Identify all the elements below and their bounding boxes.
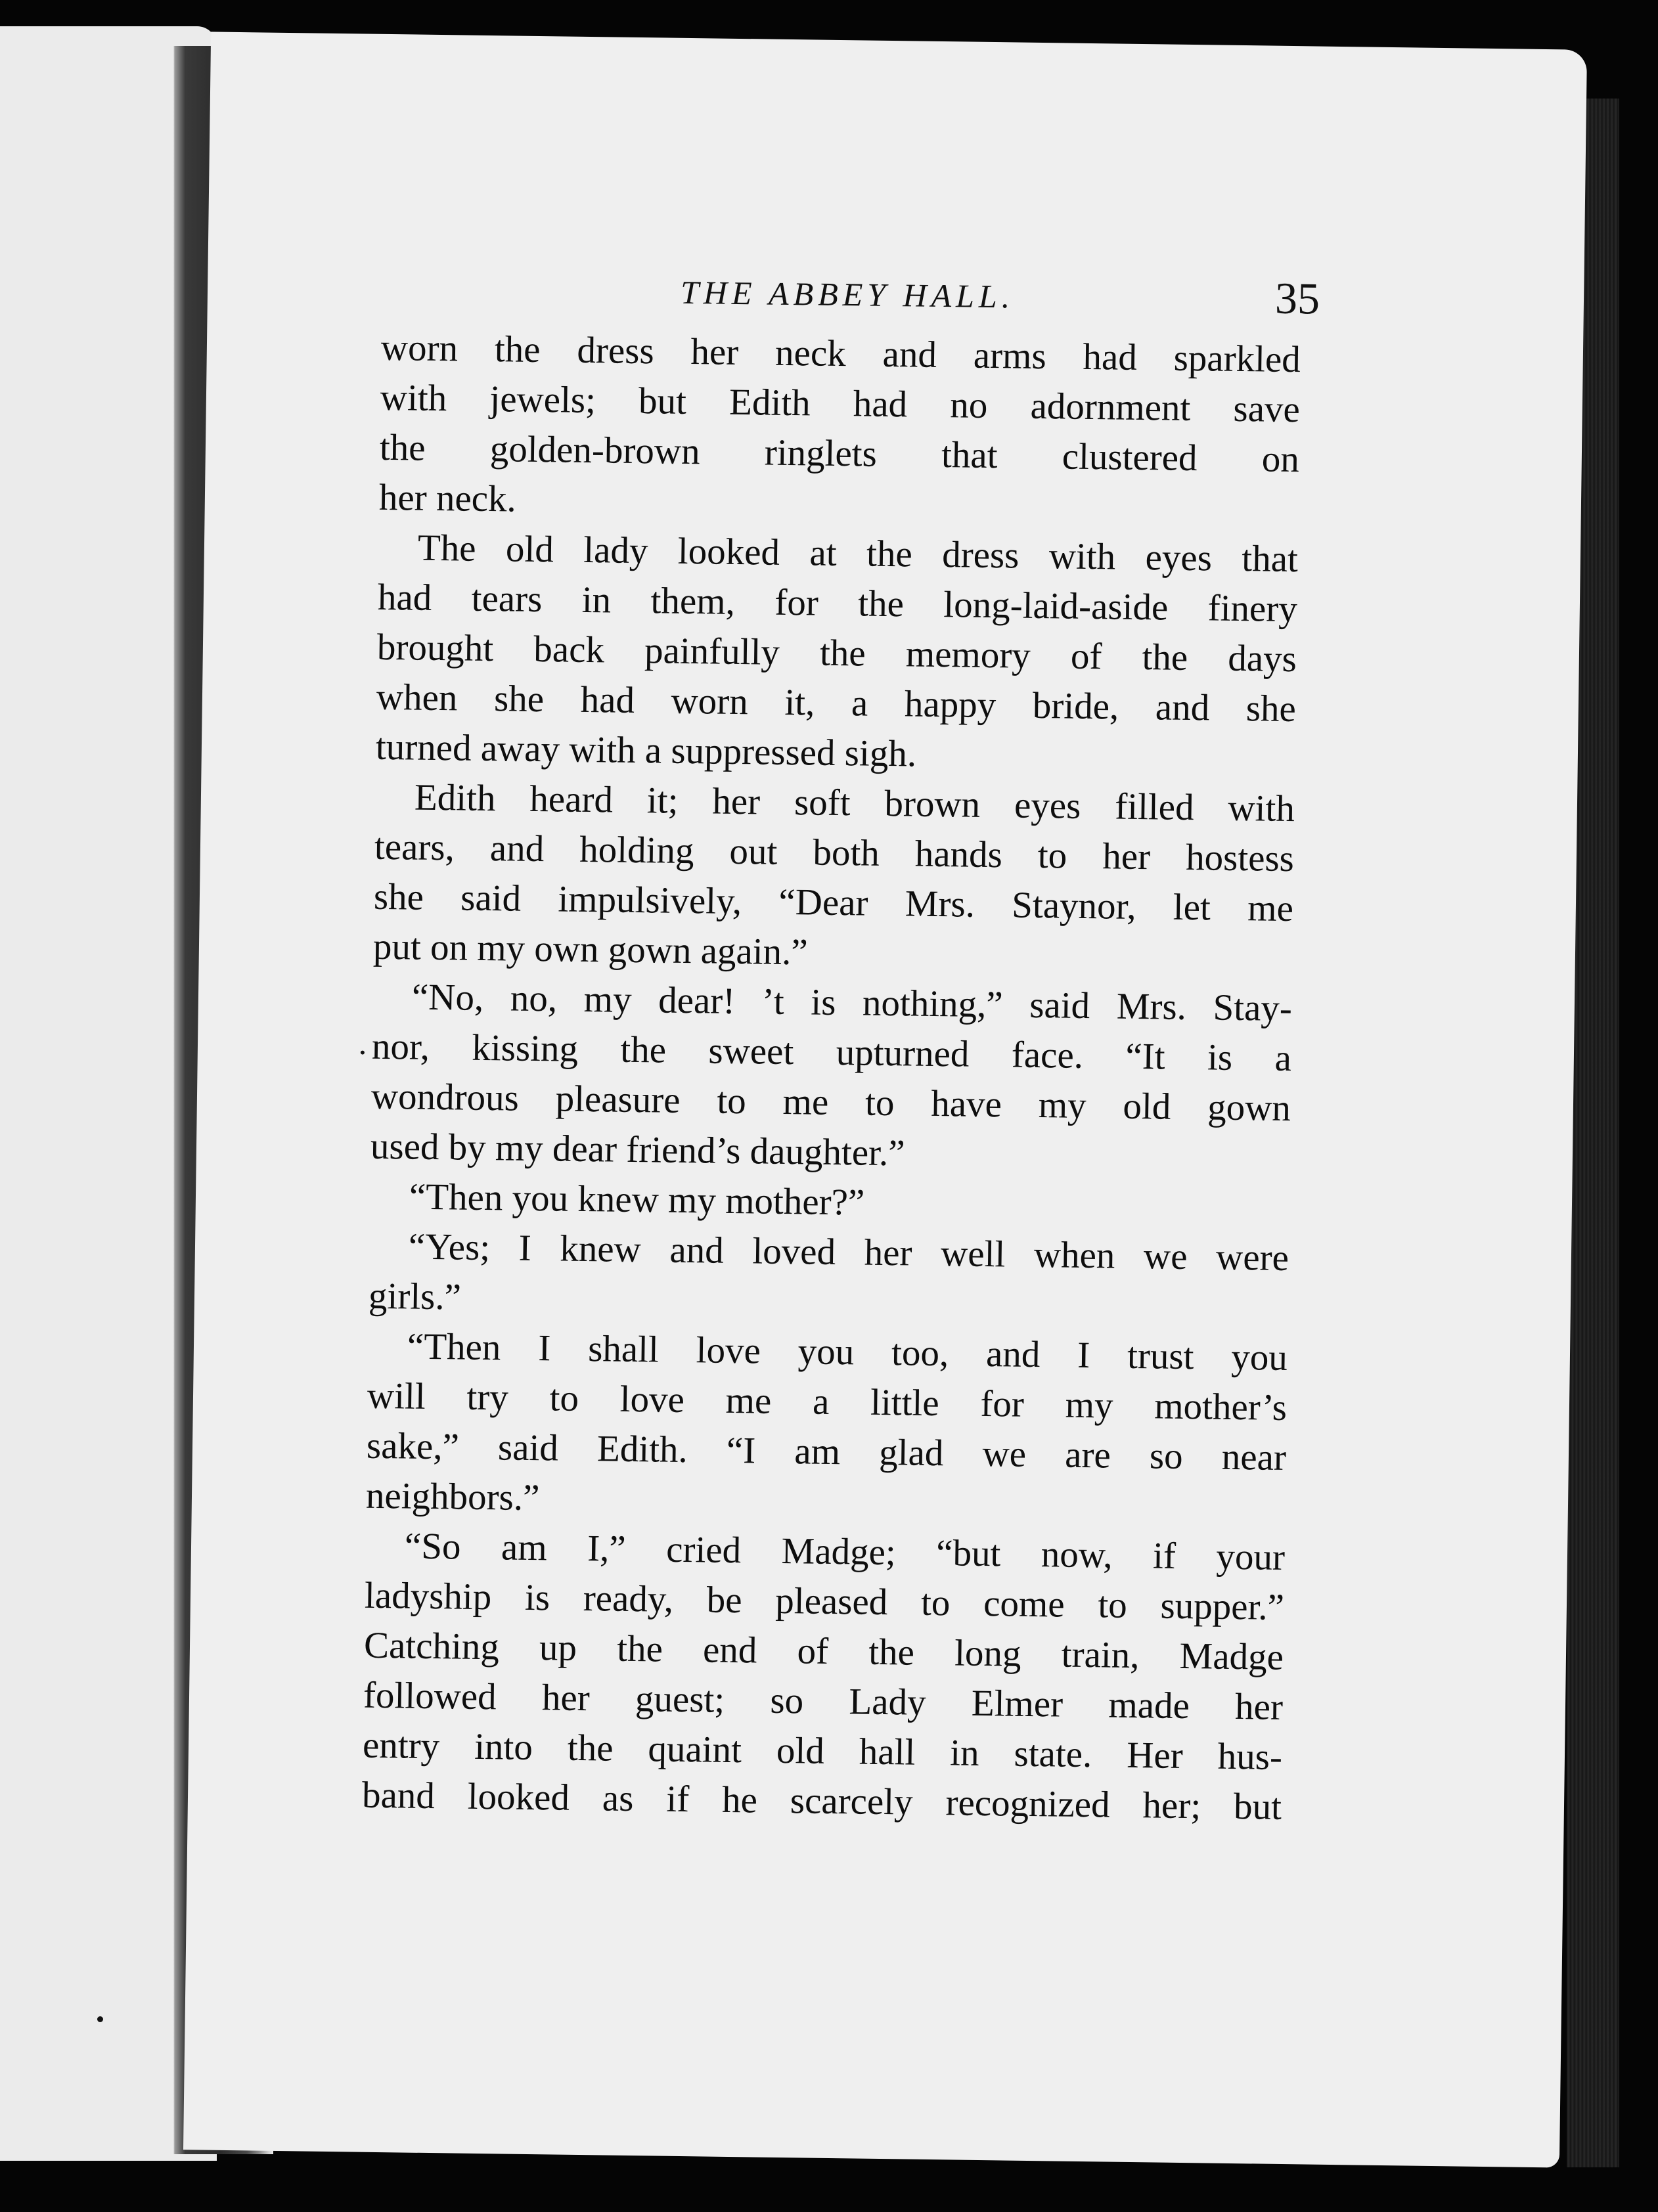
text-line: when she had worn it, a happy bride, and she <box>376 676 1297 730</box>
text-line: wondrous pleasure to me to have my old gown <box>370 1075 1291 1130</box>
text-line: neighbors.” <box>365 1474 540 1519</box>
text-line: brought back painfully the memory of the days <box>376 626 1297 680</box>
page-number: 35 <box>1274 273 1320 324</box>
text-line: she said impulsively, “Dear Mrs. Staynor, let me <box>373 875 1294 930</box>
text-line: band looked as if he scarcely recognized her; but <box>361 1774 1282 1828</box>
text-line: Edith heard it; her soft brown eyes filled with <box>414 776 1295 830</box>
body-text <box>362 323 1301 1832</box>
text-line: The old lady looked at the dress with eyes that <box>417 527 1299 581</box>
running-head: THE ABBEY HALL. <box>680 273 1015 315</box>
text-line: girls.” <box>368 1275 462 1318</box>
text-line: “So am I,” cried Madge; “but now, if your <box>404 1525 1286 1579</box>
text-line: put on my own gown again.” <box>372 925 809 973</box>
text-line: the golden-brown ringlets that clustered on <box>379 426 1300 481</box>
text-line: turned away with a suppressed sigh. <box>375 726 917 775</box>
text-line: followed her guest; so Lady Elmer made her <box>363 1674 1284 1729</box>
text-line: “No, no, my dear! ’t is nothing,” said Mrs. Stay- <box>411 976 1293 1030</box>
text-line: “Yes; I knew and loved her well when we were <box>408 1226 1289 1279</box>
text-line: “Then I shall love you too, and I trust you <box>407 1325 1288 1379</box>
text-line: will try to love me a little for my mother’s <box>367 1375 1288 1429</box>
text-line: nor, kissing the sweet upturned face. “It is a <box>371 1025 1292 1080</box>
text-line: worn the dress her neck and arms had sparkled <box>380 326 1301 381</box>
text-line: tears, and holding out both hands to her hostess <box>374 826 1295 880</box>
right-page <box>183 32 1587 2167</box>
text-line: sake,” said Edith. “I am glad we are so near <box>366 1425 1287 1479</box>
text-line: had tears in them, for the long-laid-aside finery <box>377 576 1298 630</box>
text-line: “Then you knew my mother?” <box>409 1176 865 1224</box>
text-line: entry into the quaint old hall in state. Her hus- <box>362 1724 1283 1778</box>
ink-speck <box>361 1051 365 1055</box>
ink-speck <box>97 2016 103 2022</box>
text-line: ladyship is ready, be pleased to come to supper.” <box>364 1574 1285 1629</box>
text-line: her neck. <box>378 476 517 520</box>
text-line: with jewels; but Edith had no adornment save <box>380 376 1301 431</box>
text-line: Catching up the end of the long train, Madge <box>363 1624 1284 1679</box>
text-line: used by my dear friend’s daughter.” <box>370 1125 905 1174</box>
